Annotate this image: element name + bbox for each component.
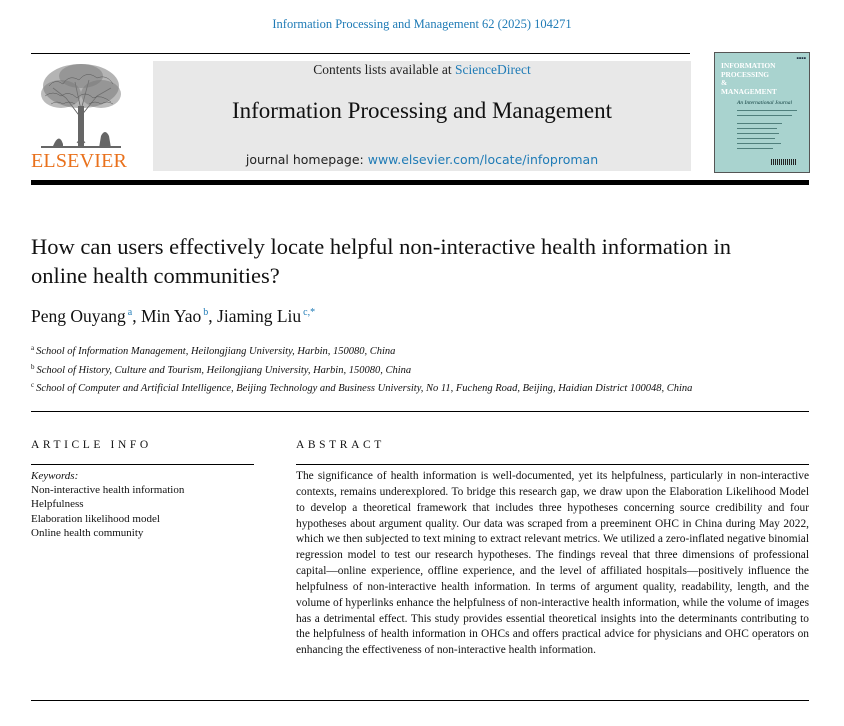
elsevier-wordmark[interactable]: ELSEVIER — [31, 150, 128, 172]
keywords-block — [31, 469, 184, 540]
affiliation-text: School of Information Management, Heilongjiang University, Harbin, 150080, China — [36, 346, 396, 357]
cover-text-line — [737, 115, 792, 116]
cover-barcode — [771, 159, 797, 165]
affiliation-row — [31, 378, 711, 397]
journal-homepage-line — [153, 152, 691, 167]
keyword-item: Elaboration likelihood model — [31, 512, 160, 525]
affiliation-label: a — [31, 344, 35, 352]
article-info-divider — [31, 464, 254, 465]
affiliation-text: School of Computer and Artificial Intelligence, Beijing Technology and Business University, No 11, Fucheng Road, Beijing, Haidian District 100048, China — [36, 383, 693, 394]
homepage-prefix: journal homepage: — [245, 152, 368, 167]
cover-title-line: & — [721, 78, 728, 88]
cover-subtitle: An International Journal — [737, 100, 792, 106]
author-separator: , — [132, 306, 141, 326]
section-divider — [31, 411, 809, 412]
keyword-item: Non-interactive health information — [31, 484, 185, 497]
affiliation-mark[interactable]: c,* — [303, 307, 316, 318]
affiliations — [31, 341, 711, 397]
top-divider — [31, 53, 690, 54]
keyword-item: Helpfulness — [31, 498, 84, 511]
cover-text-line — [737, 128, 777, 129]
affiliation-mark[interactable]: b — [203, 307, 209, 318]
cover-issn-mark: ▪▪▪▪ — [796, 56, 806, 60]
cover-text-line — [737, 123, 782, 124]
cover-title-line: INFORMATION — [721, 61, 776, 70]
cover-title-line: PROCESSING — [721, 69, 770, 79]
cover-text-line — [737, 110, 797, 111]
journal-reference[interactable]: Information Processing and Management 62 (2025) 104271 — [272, 17, 572, 31]
cover-text-line — [737, 143, 781, 144]
author-list — [31, 306, 315, 327]
author-name[interactable]: Min Yao — [140, 306, 202, 326]
affiliation-text: School of History, Culture and Tourism, Heilongjiang University, Harbin, 150080, China — [36, 364, 412, 376]
article-title: How can users effectively locate helpful non-interactive health information in online health communities? — [31, 234, 731, 288]
author-separator: , — [208, 306, 218, 326]
affiliation-row — [31, 341, 711, 360]
affiliation-label: c — [31, 381, 35, 389]
journal-header-box — [153, 61, 691, 171]
header-thick-divider — [31, 180, 809, 185]
cover-title-line: MANAGEMENT — [721, 87, 777, 97]
cover-text-line — [737, 133, 779, 134]
cover-title — [721, 62, 777, 97]
contents-prefix: Contents lists available at — [313, 62, 455, 77]
keyword-item: Online health community — [31, 526, 144, 539]
abstract-heading: ABSTRACT — [296, 439, 385, 451]
sciencedirect-link[interactable]: ScienceDirect — [455, 62, 531, 77]
journal-homepage-link[interactable]: www.elsevier.com/locate/infoproman — [367, 152, 599, 167]
article-info-heading: ARTICLE INFO — [31, 439, 152, 451]
author-name[interactable]: Peng Ouyang — [31, 306, 126, 326]
journal-cover[interactable] — [714, 52, 810, 173]
abstract-text: The significance of health information is well-documented, yet its helpfulness, particularly in non-interactive contexts, remains underexplored. To bridge this research gap, we draw upon the Elaboration Likelihood Model to develop a theoretical framework that includes three hypotheses concerning source credibility and four hypotheses about argument quality. Our data was scraped from a preeminent OHC in China during May 2022, which we then subjected to text mining to extract relevant metrics. We utilized a zero-inflated negative binomial regression model to test our research hypotheses. The findings reveal that three dimensions of professional capital—online experience, offline experience, and the level of affiliated hospitals—positively influence the helpfulness of non-interactive health information. In terms of argument quality, readability, length, and the volume of hyperlinks enhance the helpfulness of non-interactive health information, while the volume of images has a detrimental effect. This study provides essential theoretical insights into the determinants contributing to the helpfulness of health information in OHCs and offers practical advice for physicians and OHC operators on enhancing the effectiveness of non-interactive health information. — [296, 470, 809, 657]
affiliation-row — [31, 360, 711, 379]
abstract-divider — [296, 464, 809, 465]
keywords-label: Keywords: — [31, 470, 79, 482]
affiliation-label: b — [31, 362, 35, 371]
author-name[interactable]: Jiaming Liu — [217, 306, 302, 326]
bottom-divider — [31, 700, 809, 701]
cover-text-line — [737, 148, 773, 149]
affiliation-mark[interactable]: a — [127, 307, 133, 318]
contents-available-line — [153, 62, 691, 78]
journal-title: Information Processing and Management — [231, 98, 613, 123]
cover-text-line — [737, 138, 775, 139]
